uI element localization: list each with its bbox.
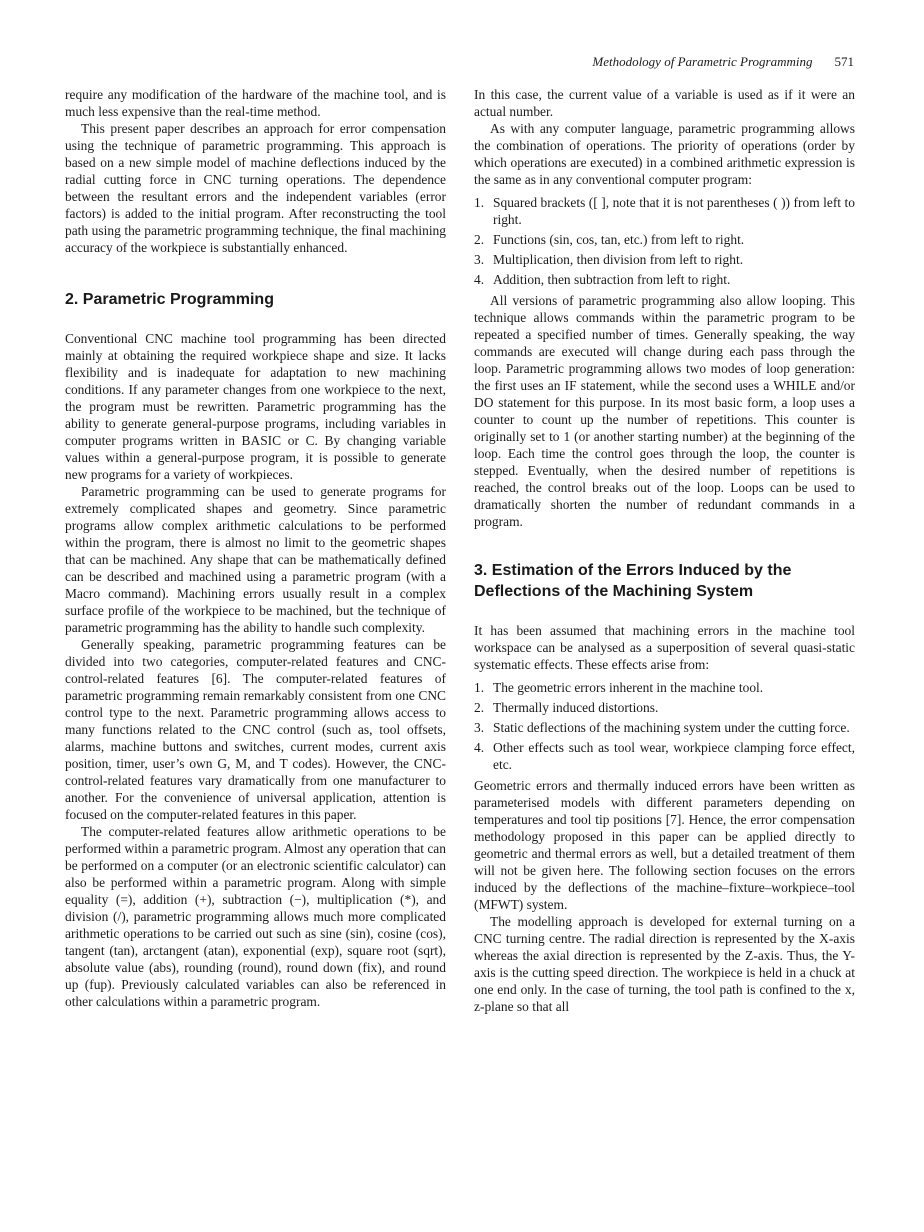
operation-priority-paragraph: As with any computer language, parametric programming allows the combination of operations. The priority of operations (order by which operations are executed) in a combined arithmetic expression is the same as in any conventional computer program: xyxy=(474,121,855,187)
list-item: 3. Multiplication, then division from left to right. xyxy=(474,252,744,267)
continuation-paragraph: In this case, the current value of a variable is used as if it were an actual number. xyxy=(474,87,855,119)
section-3-heading: 3. Estimation of the Errors Induced by the Deflections of the Machining System xyxy=(474,562,792,600)
right-column xyxy=(474,86,855,1015)
list-item: 4. Addition, then subtraction from left to right. xyxy=(474,272,731,287)
section-3-paragraph-1: It has been assumed that machining errors in the machine tool workspace can be analysed as a superposition of several quasi-static systematic effects. These effects arise from: xyxy=(474,623,855,672)
list-item: 1. Squared brackets ([ ], note that it is not parentheses ( )) from left to right. xyxy=(474,195,855,227)
section-2-heading: 2. Parametric Programming xyxy=(65,291,274,308)
list-item: 3. Static deflections of the machining system under the cutting force. xyxy=(474,720,850,735)
operation-priority-list xyxy=(474,194,855,288)
list-item: 2. Functions (sin, cos, tan, etc.) from left to right. xyxy=(474,232,745,247)
left-column xyxy=(65,86,446,1010)
section-2-paragraph-2: Parametric programming can be used to generate programs for extremely complicated shapes and geometry. Since parametric programs allow complex arithmetic calculations to be performed within the program, there is almost no limit to the geometric shapes that can be machined. Any shape that can be mathematically defined can be described and machined using a parametric program (with a Macro command). Machining errors usually result in a complex surface profile of the workpiece to be machined, but the technique of parametric programming has the ability to handle such complexity. xyxy=(65,484,446,635)
looping-paragraph: All versions of parametric programming also allow looping. This technique allows commands within the parametric program to be repeated a specified number of times. Generally speaking, the way commands are executed will change during each pass through the loop. Parametric programming allows two modes of loop generation: the first uses an IF statement, while the second uses a WHILE and/or DO statement for this purpose. In its most basic form, a loop uses a counter to count up the number of repetitions. This counter is originally set to 1 (or another starting number) at the beginning of the loop. Each time the control goes through the loop, the counter is stepped. Eventually, when the desired number of repetitions is reached, the control breaks out of the loop. Loops can be used to dramatically shorten the number of redundant commands in a program. xyxy=(474,293,855,529)
intro-paragraph: This present paper describes an approach for error compensation using the technique of parametric programming. This approach is based on a new simple model of machine deflections induced by the radial cutting force in CNC turning operations. The dependence between the resultant errors and the independent variables (error factors) is added to the initial program. After reconstructing the tool path using the parametric programming technique, the final machining accuracy of the workpiece is substantially enhanced. xyxy=(65,121,446,255)
effects-list xyxy=(474,679,855,773)
list-item: 4. Other effects such as tool wear, workpiece clamping force effect, etc. xyxy=(474,740,855,772)
section-3-paragraph-2: Geometric errors and thermally induced errors have been written as parameterised models with different parameters depending on temperatures and tool tip positions [7]. Hence, the error compensation methodology proposed in this paper can be applied directly to geometric and thermal errors as well, but a detailed treatment of them will not be given here. The following section focuses on the errors induced by the deflections of the machine–fixture–workpiece–tool (MFWT) system. xyxy=(474,778,855,912)
section-2-paragraph-3: Generally speaking, parametric programming features can be divided into two categories, computer-related features and CNC-control-related features [6]. The computer-related features of parametric programming remain remarkably consistent from one CNC control type to the next. Parametric programming allows access to many functions related to the CNC control (such as, tool offsets, alarms, machine buttons and switches, current modes, current axis position, timer, user’s own G, M, and T codes). However, the CNC-control-related features vary dramatically from one manufacturer to another. For the convenience of universal application, attention is focused on the computer-related features in this paper. xyxy=(65,637,446,822)
page-number: 571 xyxy=(834,54,854,69)
section-3-paragraph-3: The modelling approach is developed for external turning on a CNC turning centre. The radial direction is represented by the X-axis whereas the axial direction is represented by the Z-axis. Thus, the Y-axis is the cutting speed direction. The workpiece is held in a chuck at one end only. In the case of turning, the tool path is confined to the x, z-plane so that all xyxy=(474,914,855,1014)
running-title: Methodology of Parametric Programming xyxy=(592,54,813,69)
intro-continuation-paragraph: require any modification of the hardware of the machine tool, and is much less expensive than the real-time method. xyxy=(65,87,446,119)
list-item: 2. Thermally induced distortions. xyxy=(474,700,659,715)
section-2-paragraph-1: Conventional CNC machine tool programming has been directed mainly at obtaining the required workpiece shape and size. It lacks flexibility and is inadequate for adaptation to new machining conditions. If any parameter changes from one workpiece to the next, the program must be rewritten. Parametric programming has the ability to generate general-purpose programs, including variables in computer programs written in BASIC or C. By changing variable values within a general-purpose program, it is possible to generate new programs for a variety of workpieces. xyxy=(65,331,446,482)
running-header xyxy=(0,54,854,70)
section-2-paragraph-4: The computer-related features allow arithmetic operations to be performed within a parametric program. Almost any operation that can be performed on a computer (or an electronic scientific calculator) can also be performed within a parametric program. Along with simple equality (=), addition (+), subtraction (−), multiplication (*), and division (/), parametric programming allows much more complicated arithmetic operations to be carried out such as sine (sin), cosine (cos), tangent (tan), arctangent (atan), exponential (exp), square root (sqrt), absolute value (abs), rounding (round), round down (fix), and round up (fup). Previously calculated variables can also be referenced in other calculations within a parametric program. xyxy=(65,824,446,1009)
list-item: 1. The geometric errors inherent in the machine tool. xyxy=(474,680,764,695)
